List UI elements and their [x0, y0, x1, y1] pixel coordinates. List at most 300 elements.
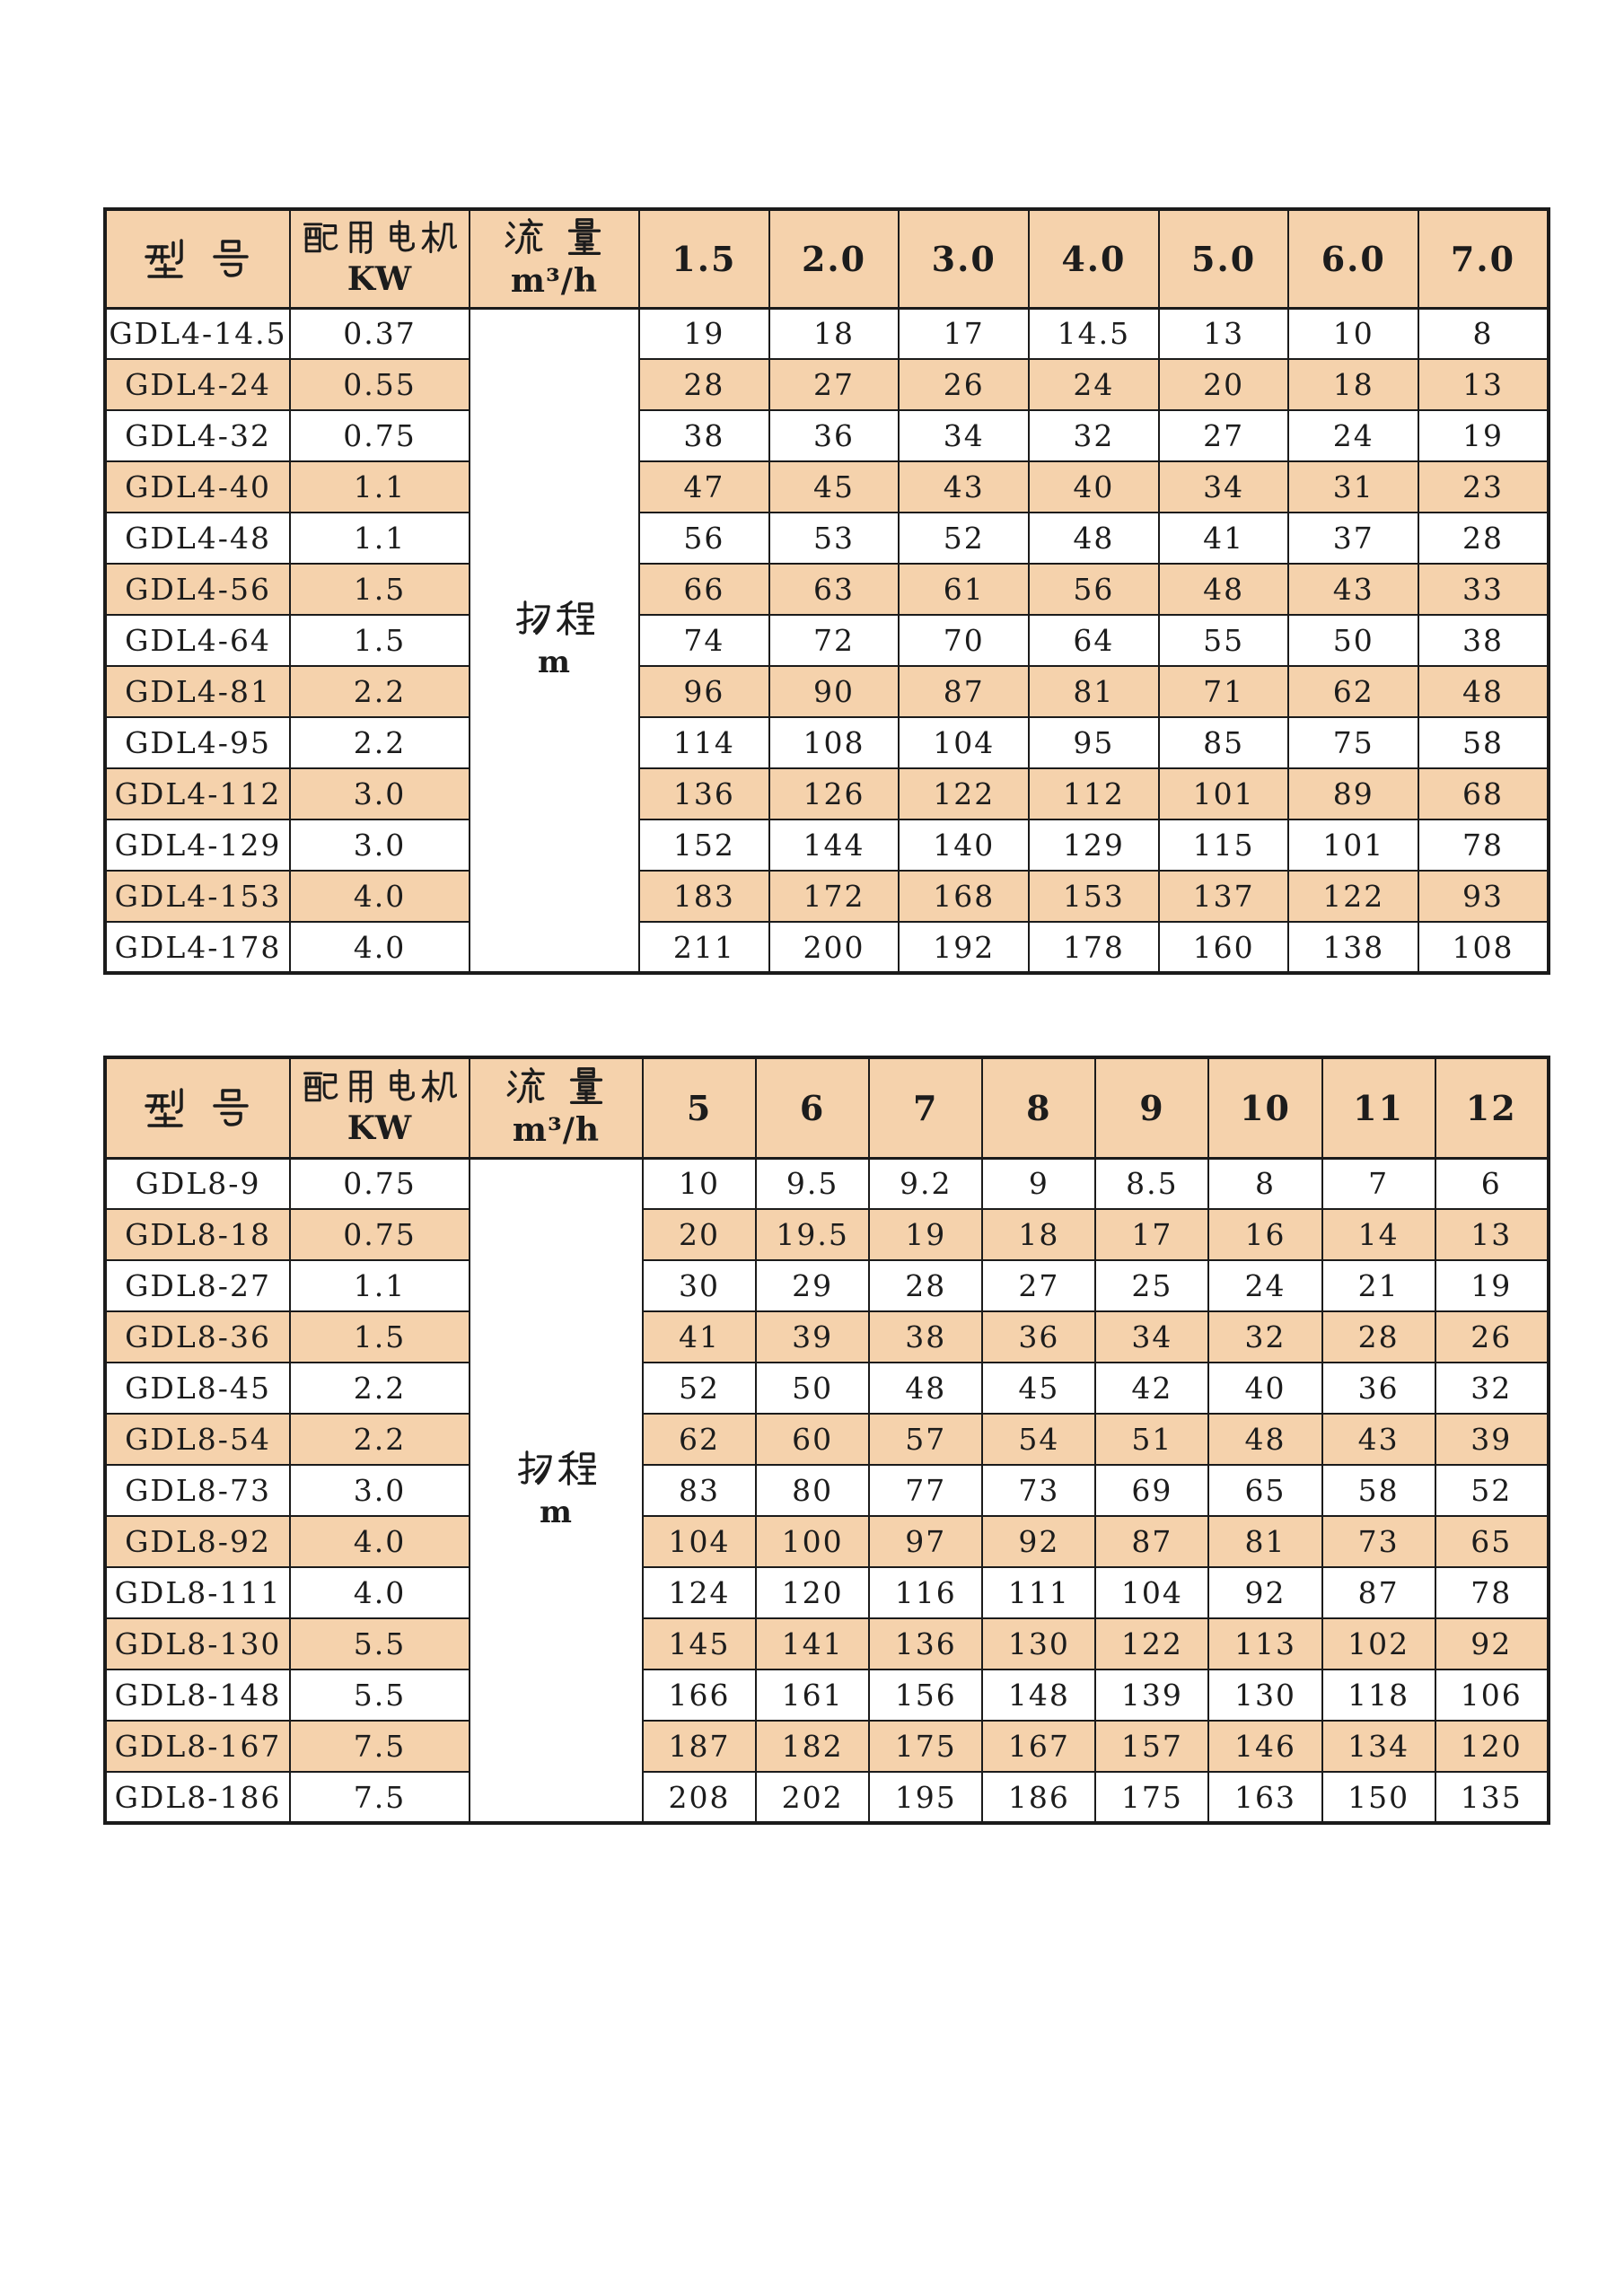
- cjk-char-型: [144, 1086, 187, 1129]
- head-value-cell: [1029, 819, 1159, 871]
- head-value-cell: [756, 1414, 869, 1465]
- head-value-text: 166: [668, 1678, 731, 1713]
- cjk-char-用: [342, 1068, 378, 1104]
- kw-text: 2.2: [353, 1422, 407, 1457]
- table-row: [105, 1567, 1549, 1618]
- head-value-text: 70: [943, 623, 985, 658]
- model-text: GDL4-24: [125, 367, 271, 402]
- head-value-text: 9.5: [786, 1166, 839, 1202]
- head-value-cell: [1435, 1465, 1549, 1516]
- head-value-cell: [899, 359, 1029, 410]
- head-value-text: 183: [672, 879, 735, 914]
- head-value-cell: [1418, 871, 1549, 922]
- head-value-text: 27: [1018, 1268, 1060, 1303]
- head-value-text: 41: [679, 1319, 721, 1354]
- head-value-text: 168: [933, 879, 996, 914]
- head-value-text: 34: [943, 418, 985, 453]
- head-value-text: 120: [781, 1575, 844, 1610]
- kw-cell: [290, 1414, 470, 1465]
- head-unit: m: [538, 644, 571, 681]
- model-cell: [105, 819, 290, 871]
- kw-text: 1.1: [353, 469, 407, 504]
- head-value-cell: [756, 1721, 869, 1772]
- flow-value-label: 12: [1465, 1087, 1517, 1128]
- head-value-text: 163: [1234, 1779, 1297, 1815]
- head-value-cell: [1435, 1414, 1549, 1465]
- head-value-cell: [869, 1311, 982, 1363]
- col-header-flow-value: [1159, 209, 1289, 308]
- col-header-flow-value: [1322, 1057, 1435, 1158]
- flow-value-label: 11: [1353, 1087, 1405, 1128]
- model-cell: [105, 768, 290, 819]
- cjk-char-扬: [517, 1450, 555, 1487]
- head-value-text: 43: [1332, 572, 1374, 607]
- kw-text: 0.55: [343, 367, 417, 402]
- head-value-cell: [1288, 410, 1418, 461]
- head-value-text: 73: [1357, 1524, 1400, 1559]
- kw-cell: [290, 1772, 470, 1823]
- head-value-cell: [1418, 666, 1549, 717]
- head-value-cell: [869, 1209, 982, 1260]
- head-value-cell: [643, 1209, 756, 1260]
- flow-header-unit: m³/h: [512, 1111, 601, 1150]
- head-value-cell: [1208, 1414, 1321, 1465]
- kw-cell: [290, 513, 470, 564]
- head-value-text: 182: [781, 1729, 844, 1764]
- head-value-cell: [869, 1414, 982, 1465]
- head-value-cell: [1322, 1721, 1435, 1772]
- head-value-cell: [1322, 1158, 1435, 1209]
- table-row: [105, 359, 1549, 410]
- col-header-motor: [290, 209, 470, 308]
- head-value-cell: [1208, 1363, 1321, 1414]
- head-value-cell: [756, 1618, 869, 1669]
- head-value-cell: [643, 1260, 756, 1311]
- head-value-text: 92: [1018, 1524, 1060, 1559]
- model-text: GDL8-27: [125, 1268, 271, 1303]
- model-text: GDL8-111: [114, 1575, 282, 1610]
- head-value-cell: [769, 513, 900, 564]
- head-value-text: 106: [1460, 1678, 1523, 1713]
- head-value-text: 111: [1007, 1575, 1070, 1610]
- head-value-text: 41: [1203, 521, 1245, 556]
- head-value-cell: [1288, 308, 1418, 359]
- head-value-cell: [769, 666, 900, 717]
- head-value-cell: [1418, 308, 1549, 359]
- gdl8-spec-table: [103, 1056, 1550, 1825]
- head-value-text: 101: [1322, 828, 1385, 863]
- kw-text: 1.1: [353, 521, 407, 556]
- head-value-cell: [982, 1772, 1095, 1823]
- table-row: [105, 308, 1549, 359]
- table-row: [105, 1363, 1549, 1414]
- head-value-text: 108: [803, 725, 865, 760]
- head-value-cell: [1288, 768, 1418, 819]
- head-value-cell: [1288, 666, 1418, 717]
- table-row: [105, 1465, 1549, 1516]
- head-value-text: 112: [1062, 776, 1125, 811]
- head-value-text: 9: [1028, 1166, 1049, 1202]
- head-value-text: 186: [1007, 1779, 1070, 1815]
- model-cell: [105, 1414, 290, 1465]
- kw-text: 1.5: [353, 1319, 407, 1354]
- model-cell: [105, 1772, 290, 1823]
- head-value-cell: [982, 1669, 1095, 1721]
- model-cell: [105, 513, 290, 564]
- head-value-cell: [643, 1669, 756, 1721]
- kw-cell: [290, 717, 470, 768]
- head-value-text: 80: [792, 1473, 834, 1508]
- head-value-cell: [1095, 1158, 1208, 1209]
- flow-value-label: 9: [1139, 1087, 1165, 1128]
- model-cell: [105, 615, 290, 666]
- table-row: [105, 1414, 1549, 1465]
- head-value-cell: [1418, 819, 1549, 871]
- head-value-cell: [1435, 1772, 1549, 1823]
- cjk-space: [189, 1108, 208, 1109]
- flow-value-label: 2.0: [801, 238, 867, 279]
- col-header-model: [105, 209, 290, 308]
- model-cell: [105, 564, 290, 615]
- head-value-text: 161: [781, 1678, 844, 1713]
- head-value-cell: [769, 461, 900, 513]
- head-value-text: 101: [1192, 776, 1255, 811]
- head-value-text: 130: [1234, 1678, 1297, 1713]
- head-value-cell: [869, 1721, 982, 1772]
- head-value-text: 146: [1234, 1729, 1297, 1764]
- kw-text: 2.2: [353, 674, 407, 709]
- head-value-cell: [643, 1158, 756, 1209]
- head-value-text: 138: [1322, 929, 1385, 965]
- col-header-flow-value: [1029, 209, 1159, 308]
- head-value-cell: [1208, 1721, 1321, 1772]
- head-value-cell: [1288, 359, 1418, 410]
- head-value-text: 24: [1073, 367, 1115, 402]
- head-value-cell: [756, 1209, 869, 1260]
- head-value-cell: [756, 1363, 869, 1414]
- model-text: GDL8-167: [114, 1729, 282, 1764]
- head-value-text: 77: [905, 1473, 947, 1508]
- head-value-cell: [1208, 1260, 1321, 1311]
- head-value-text: 74: [683, 623, 725, 658]
- model-cell: [105, 410, 290, 461]
- head-value-cell: [1208, 1567, 1321, 1618]
- kw-text: 4.0: [353, 1524, 407, 1559]
- table-row: [105, 1260, 1549, 1311]
- flow-value-label: 3.0: [931, 238, 996, 279]
- head-value-text: 36: [1357, 1371, 1400, 1406]
- head-value-text: 148: [1007, 1678, 1070, 1713]
- head-value-cell: [1208, 1669, 1321, 1721]
- head-value-cell: [639, 717, 769, 768]
- head-value-cell: [1435, 1260, 1549, 1311]
- head-value-cell: [899, 666, 1029, 717]
- table-row: [105, 461, 1549, 513]
- motor-header-unit: KW: [347, 260, 413, 299]
- table-row: [105, 410, 1549, 461]
- head-value-cell: [1322, 1618, 1435, 1669]
- cjk-char-扬: [515, 600, 553, 637]
- head-value-text: 153: [1062, 879, 1125, 914]
- head-value-cell: [756, 1772, 869, 1823]
- head-value-text: 18: [1018, 1217, 1060, 1252]
- head-value-text: 81: [1073, 674, 1115, 709]
- flow-value-label: 6: [799, 1087, 826, 1128]
- head-value-text: 85: [1203, 725, 1245, 760]
- cjk-space: [548, 1086, 566, 1087]
- kw-cell: [290, 308, 470, 359]
- cjk-char-号: [209, 1086, 252, 1129]
- head-value-cell: [769, 922, 900, 973]
- kw-text: 1.1: [353, 1268, 407, 1303]
- head-value-cell: [1288, 717, 1418, 768]
- model-cell: [105, 359, 290, 410]
- head-value-text: 43: [1357, 1422, 1400, 1457]
- col-header-flow-value: [982, 1057, 1095, 1158]
- kw-cell: [290, 666, 470, 717]
- head-value-cell: [1208, 1772, 1321, 1823]
- col-header-flow-value: [1435, 1057, 1549, 1158]
- col-header-flow-value: [643, 1057, 756, 1158]
- kw-cell: [290, 1721, 470, 1772]
- head-value-text: 66: [683, 572, 725, 607]
- model-text: GDL8-54: [125, 1422, 271, 1457]
- head-value-cell: [1159, 717, 1289, 768]
- head-value-cell: [982, 1414, 1095, 1465]
- kw-cell: [290, 1260, 470, 1311]
- model-cell: [105, 922, 290, 973]
- head-value-cell: [1418, 768, 1549, 819]
- head-label: [470, 1450, 642, 1487]
- head-value-cell: [639, 461, 769, 513]
- head-value-cell: [639, 922, 769, 973]
- kw-cell: [290, 1363, 470, 1414]
- kw-text: 1.5: [353, 572, 407, 607]
- head-value-text: 34: [1131, 1319, 1173, 1354]
- head-value-text: 87: [943, 674, 985, 709]
- head-value-cell: [1095, 1465, 1208, 1516]
- model-cell: [105, 1260, 290, 1311]
- head-label: [470, 600, 638, 637]
- head-value-cell: [899, 564, 1029, 615]
- cjk-char-机: [421, 1068, 457, 1104]
- head-value-text: 26: [1470, 1319, 1513, 1354]
- head-value-text: 61: [943, 572, 985, 607]
- head-value-cell: [1159, 410, 1289, 461]
- head-value-text: 19: [1470, 1268, 1513, 1303]
- head-value-text: 48: [1462, 674, 1504, 709]
- head-value-text: 54: [1018, 1422, 1060, 1457]
- head-value-cell: [1288, 819, 1418, 871]
- head-value-text: 96: [683, 674, 725, 709]
- head-value-text: 52: [943, 521, 985, 556]
- head-value-text: 134: [1347, 1729, 1410, 1764]
- head-value-text: 28: [683, 367, 725, 402]
- head-value-cell: [639, 564, 769, 615]
- head-value-text: 136: [672, 776, 735, 811]
- head-value-cell: [643, 1363, 756, 1414]
- head-value-text: 140: [933, 828, 996, 863]
- head-value-cell: [982, 1516, 1095, 1567]
- head-span-cell: [470, 308, 639, 973]
- head-value-text: 95: [1073, 725, 1115, 760]
- cjk-char-用: [342, 219, 378, 255]
- head-value-text: 51: [1131, 1422, 1173, 1457]
- head-value-text: 13: [1203, 316, 1245, 352]
- col-header-model: [105, 1057, 290, 1158]
- head-value-text: 32: [1470, 1371, 1513, 1406]
- head-value-text: 45: [1018, 1371, 1060, 1406]
- kw-text: 2.2: [353, 725, 407, 760]
- head-value-cell: [1288, 513, 1418, 564]
- head-value-text: 211: [672, 929, 735, 965]
- col-header-flow: [470, 1057, 643, 1158]
- table-row: [105, 717, 1549, 768]
- head-value-text: 63: [813, 572, 856, 607]
- model-text: GDL8-9: [135, 1166, 261, 1202]
- head-value-text: 135: [1460, 1779, 1523, 1815]
- head-value-text: 19: [1462, 418, 1504, 453]
- model-text: GDL4-112: [114, 776, 282, 811]
- head-value-cell: [869, 1618, 982, 1669]
- head-value-text: 39: [792, 1319, 834, 1354]
- head-value-cell: [1029, 564, 1159, 615]
- head-value-text: 104: [668, 1524, 731, 1559]
- head-value-text: 137: [1192, 879, 1255, 914]
- cjk-char-程: [557, 600, 594, 637]
- head-value-cell: [643, 1618, 756, 1669]
- head-value-cell: [1029, 666, 1159, 717]
- head-value-cell: [643, 1772, 756, 1823]
- head-value-text: 40: [1244, 1371, 1286, 1406]
- head-value-text: 31: [1332, 469, 1374, 504]
- head-value-text: 16: [1244, 1217, 1286, 1252]
- cjk-char-配: [303, 1068, 338, 1104]
- head-value-cell: [756, 1465, 869, 1516]
- flow-value-label: 6.0: [1321, 238, 1386, 279]
- head-value-text: 87: [1131, 1524, 1173, 1559]
- head-value-cell: [1418, 359, 1549, 410]
- head-value-text: 118: [1347, 1678, 1410, 1713]
- motor-header-label: [291, 1068, 469, 1104]
- head-value-cell: [1288, 461, 1418, 513]
- head-value-cell: [1159, 922, 1289, 973]
- head-value-text: 144: [803, 828, 865, 863]
- head-value-cell: [1435, 1618, 1549, 1669]
- head-value-text: 39: [1470, 1422, 1513, 1457]
- head-value-text: 75: [1332, 725, 1374, 760]
- flow-value-label: 5.0: [1191, 238, 1257, 279]
- head-value-text: 6: [1480, 1166, 1502, 1202]
- head-value-cell: [982, 1363, 1095, 1414]
- kw-cell: [290, 768, 470, 819]
- head-value-cell: [899, 768, 1029, 819]
- head-value-cell: [1322, 1363, 1435, 1414]
- head-value-text: 23: [1462, 469, 1504, 504]
- model-text: GDL4-64: [125, 623, 271, 658]
- model-cell: [105, 666, 290, 717]
- model-cell: [105, 1311, 290, 1363]
- head-value-text: 8: [1472, 316, 1494, 352]
- head-value-cell: [1288, 922, 1418, 973]
- head-value-cell: [982, 1465, 1095, 1516]
- head-value-text: 92: [1470, 1626, 1513, 1661]
- motor-header-unit: KW: [347, 1109, 413, 1148]
- head-value-text: 116: [894, 1575, 957, 1610]
- model-text: GDL4-14.5: [109, 316, 287, 352]
- head-value-text: 55: [1203, 623, 1245, 658]
- head-value-cell: [1435, 1209, 1549, 1260]
- kw-cell: [290, 1516, 470, 1567]
- head-value-cell: [982, 1721, 1095, 1772]
- kw-text: 5.5: [353, 1678, 407, 1713]
- model-text: GDL4-95: [125, 725, 271, 760]
- head-value-cell: [1322, 1414, 1435, 1465]
- head-value-text: 62: [1332, 674, 1374, 709]
- head-value-cell: [639, 359, 769, 410]
- head-value-cell: [769, 308, 900, 359]
- head-value-cell: [1095, 1209, 1208, 1260]
- head-value-cell: [639, 615, 769, 666]
- head-value-cell: [1435, 1669, 1549, 1721]
- head-value-cell: [1159, 359, 1289, 410]
- head-value-text: 187: [668, 1729, 731, 1764]
- head-value-text: 120: [1460, 1729, 1523, 1764]
- head-value-cell: [1029, 513, 1159, 564]
- head-value-cell: [1418, 410, 1549, 461]
- kw-text: 7.5: [353, 1779, 407, 1815]
- head-value-text: 43: [943, 469, 985, 504]
- head-value-cell: [769, 819, 900, 871]
- model-text: GDL4-40: [125, 469, 271, 504]
- head-value-text: 10: [679, 1166, 721, 1202]
- head-value-text: 24: [1332, 418, 1374, 453]
- head-value-text: 40: [1073, 469, 1115, 504]
- col-header-flow-value: [639, 209, 769, 308]
- table-row: [105, 1209, 1549, 1260]
- head-value-text: 7: [1368, 1166, 1390, 1202]
- head-value-cell: [899, 308, 1029, 359]
- cjk-space: [546, 237, 564, 238]
- head-value-text: 145: [668, 1626, 731, 1661]
- gdl4-spec-table: [103, 207, 1550, 975]
- model-text: GDL4-48: [125, 521, 271, 556]
- model-cell: [105, 717, 290, 768]
- head-value-cell: [869, 1669, 982, 1721]
- head-value-cell: [756, 1158, 869, 1209]
- table-row: [105, 922, 1549, 973]
- table-row: [105, 871, 1549, 922]
- head-value-cell: [1095, 1567, 1208, 1618]
- head-value-text: 8: [1255, 1166, 1277, 1202]
- head-value-cell: [1159, 564, 1289, 615]
- head-value-text: 122: [1120, 1626, 1183, 1661]
- cjk-char-机: [421, 219, 457, 255]
- head-value-text: 115: [1192, 828, 1255, 863]
- head-value-cell: [1029, 359, 1159, 410]
- kw-cell: [290, 1465, 470, 1516]
- cjk-char-配: [303, 219, 338, 255]
- model-text: GDL4-153: [114, 879, 282, 914]
- head-value-text: 108: [1452, 929, 1514, 965]
- kw-text: 4.0: [353, 929, 407, 965]
- head-value-cell: [1095, 1414, 1208, 1465]
- head-value-text: 13: [1470, 1217, 1513, 1252]
- flow-header-label: [470, 217, 638, 257]
- model-text: GDL4-81: [125, 674, 271, 709]
- head-value-cell: [869, 1516, 982, 1567]
- table-row: [105, 1772, 1549, 1823]
